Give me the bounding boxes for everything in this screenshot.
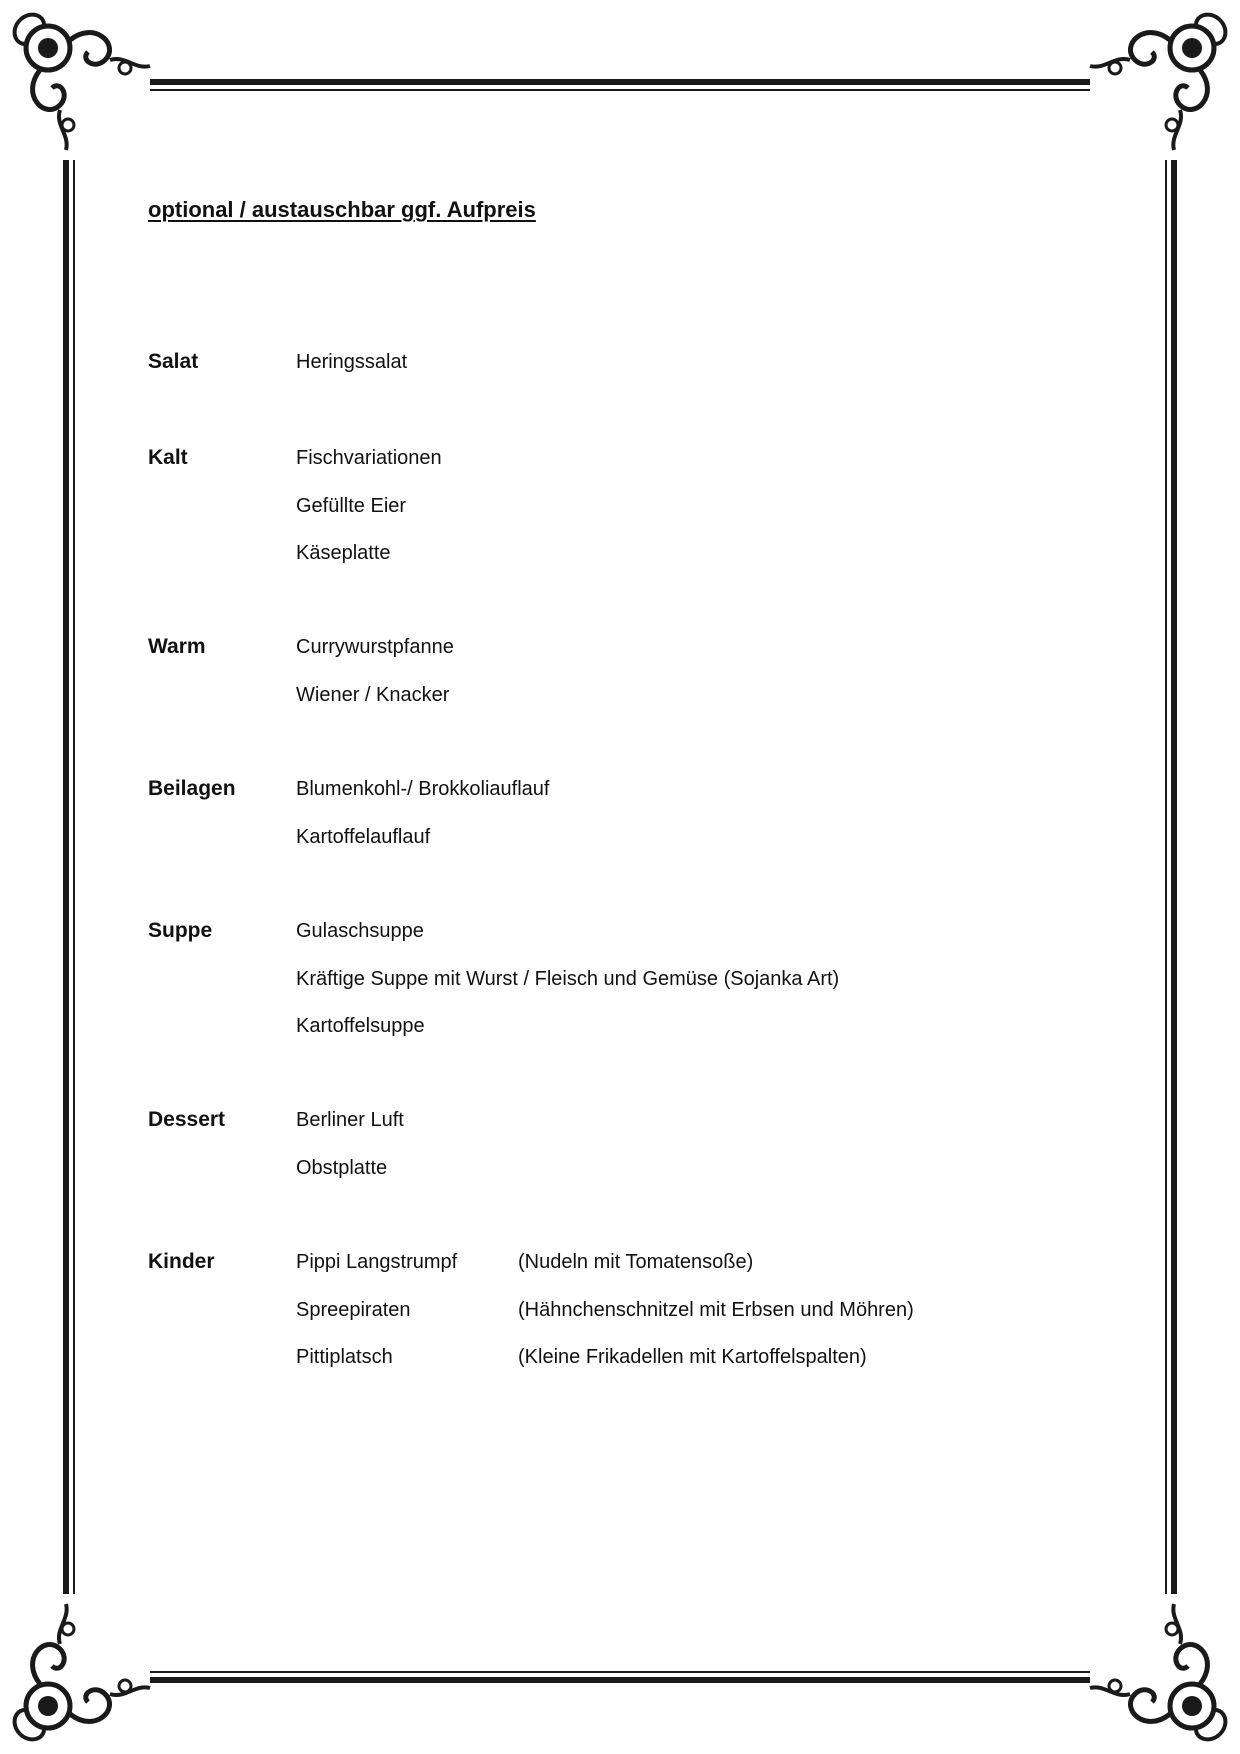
section-label: Suppe [148,919,213,942]
menu-item-name: Kräftige Suppe mit Wurst / Fleisch und Gemüse (Sojanka Art) [296,967,840,990]
menu-item [296,1106,404,1154]
menu-item [296,681,454,729]
menu-section-kalt [148,444,442,587]
menu-item-name: Gefüllte Eier [296,494,407,517]
menu-item [296,492,442,540]
section-label: Kinder [148,1250,215,1273]
menu-section-beilagen [148,775,549,870]
menu-item-name: Wiener / Knacker [296,683,450,706]
menu-item [296,1343,914,1391]
menu-item-name: Kartoffelsuppe [296,1015,425,1037]
menu-item-name: Berliner Luft [296,1109,404,1131]
menu-item-name: Pippi Langstrumpf [296,1251,458,1273]
ornament-corner-icon [15,15,150,150]
menu-item [296,917,839,965]
menu-item [296,775,549,823]
menu-section-suppe [148,917,839,1060]
section-label: Salat [148,350,199,373]
menu-item-name: Currywurstpfanne [296,636,454,658]
menu-item-note: (Kleine Frikadellen mit Kartoffelspalten) [518,1346,867,1368]
menu-item [296,1248,914,1296]
menu-item [296,539,442,587]
menu-item-name: Heringssalat [296,351,408,373]
menu-item [296,823,549,871]
section-label: Kalt [148,446,188,469]
section-items [296,348,407,396]
section-label: Warm [148,635,206,658]
menu-item [296,348,407,396]
menu-section-kinder [148,1248,914,1391]
menu-item [296,1012,839,1060]
section-items [296,775,549,870]
ornament-corner-icon [15,1604,150,1739]
section-label: Beilagen [148,777,236,800]
section-label: Dessert [148,1108,226,1131]
menu-item-name: Blumenkohl-/ Brokkoliauflauf [296,778,550,800]
ornament-corner-icon [1090,1604,1225,1739]
menu-item-name: Kartoffelauflauf [296,825,431,848]
menu-item-name: Obstplatte [296,1156,388,1179]
menu-section-salat [148,348,407,396]
menu-item-name: Fischvariationen [296,447,442,469]
menu-section-dessert [148,1106,404,1201]
menu-item-name: Gulaschsuppe [296,920,424,942]
menu-item-name: Käseplatte [296,542,391,564]
menu-item-name: Spreepiraten [296,1298,411,1321]
menu-item [296,1296,914,1344]
section-items [296,1106,404,1201]
menu-item-note: (Hähnchenschnitzel mit Erbsen und Möhren) [518,1298,914,1321]
section-items [296,633,454,728]
ornament-corner-icon [1090,15,1225,150]
menu-item [296,1154,404,1202]
menu-item [296,444,442,492]
page-heading: optional / austauschbar ggf. Aufpreis [148,197,536,222]
menu-item [296,633,454,681]
menu-item-note: (Nudeln mit Tomatensoße) [518,1251,754,1273]
section-items [296,917,839,1060]
menu-item [296,965,839,1013]
menu-section-warm [148,633,454,728]
section-items [296,444,442,587]
frame-lines [66,82,1174,1680]
menu-item-name: Pittiplatsch [296,1346,393,1368]
section-items [296,1248,914,1391]
